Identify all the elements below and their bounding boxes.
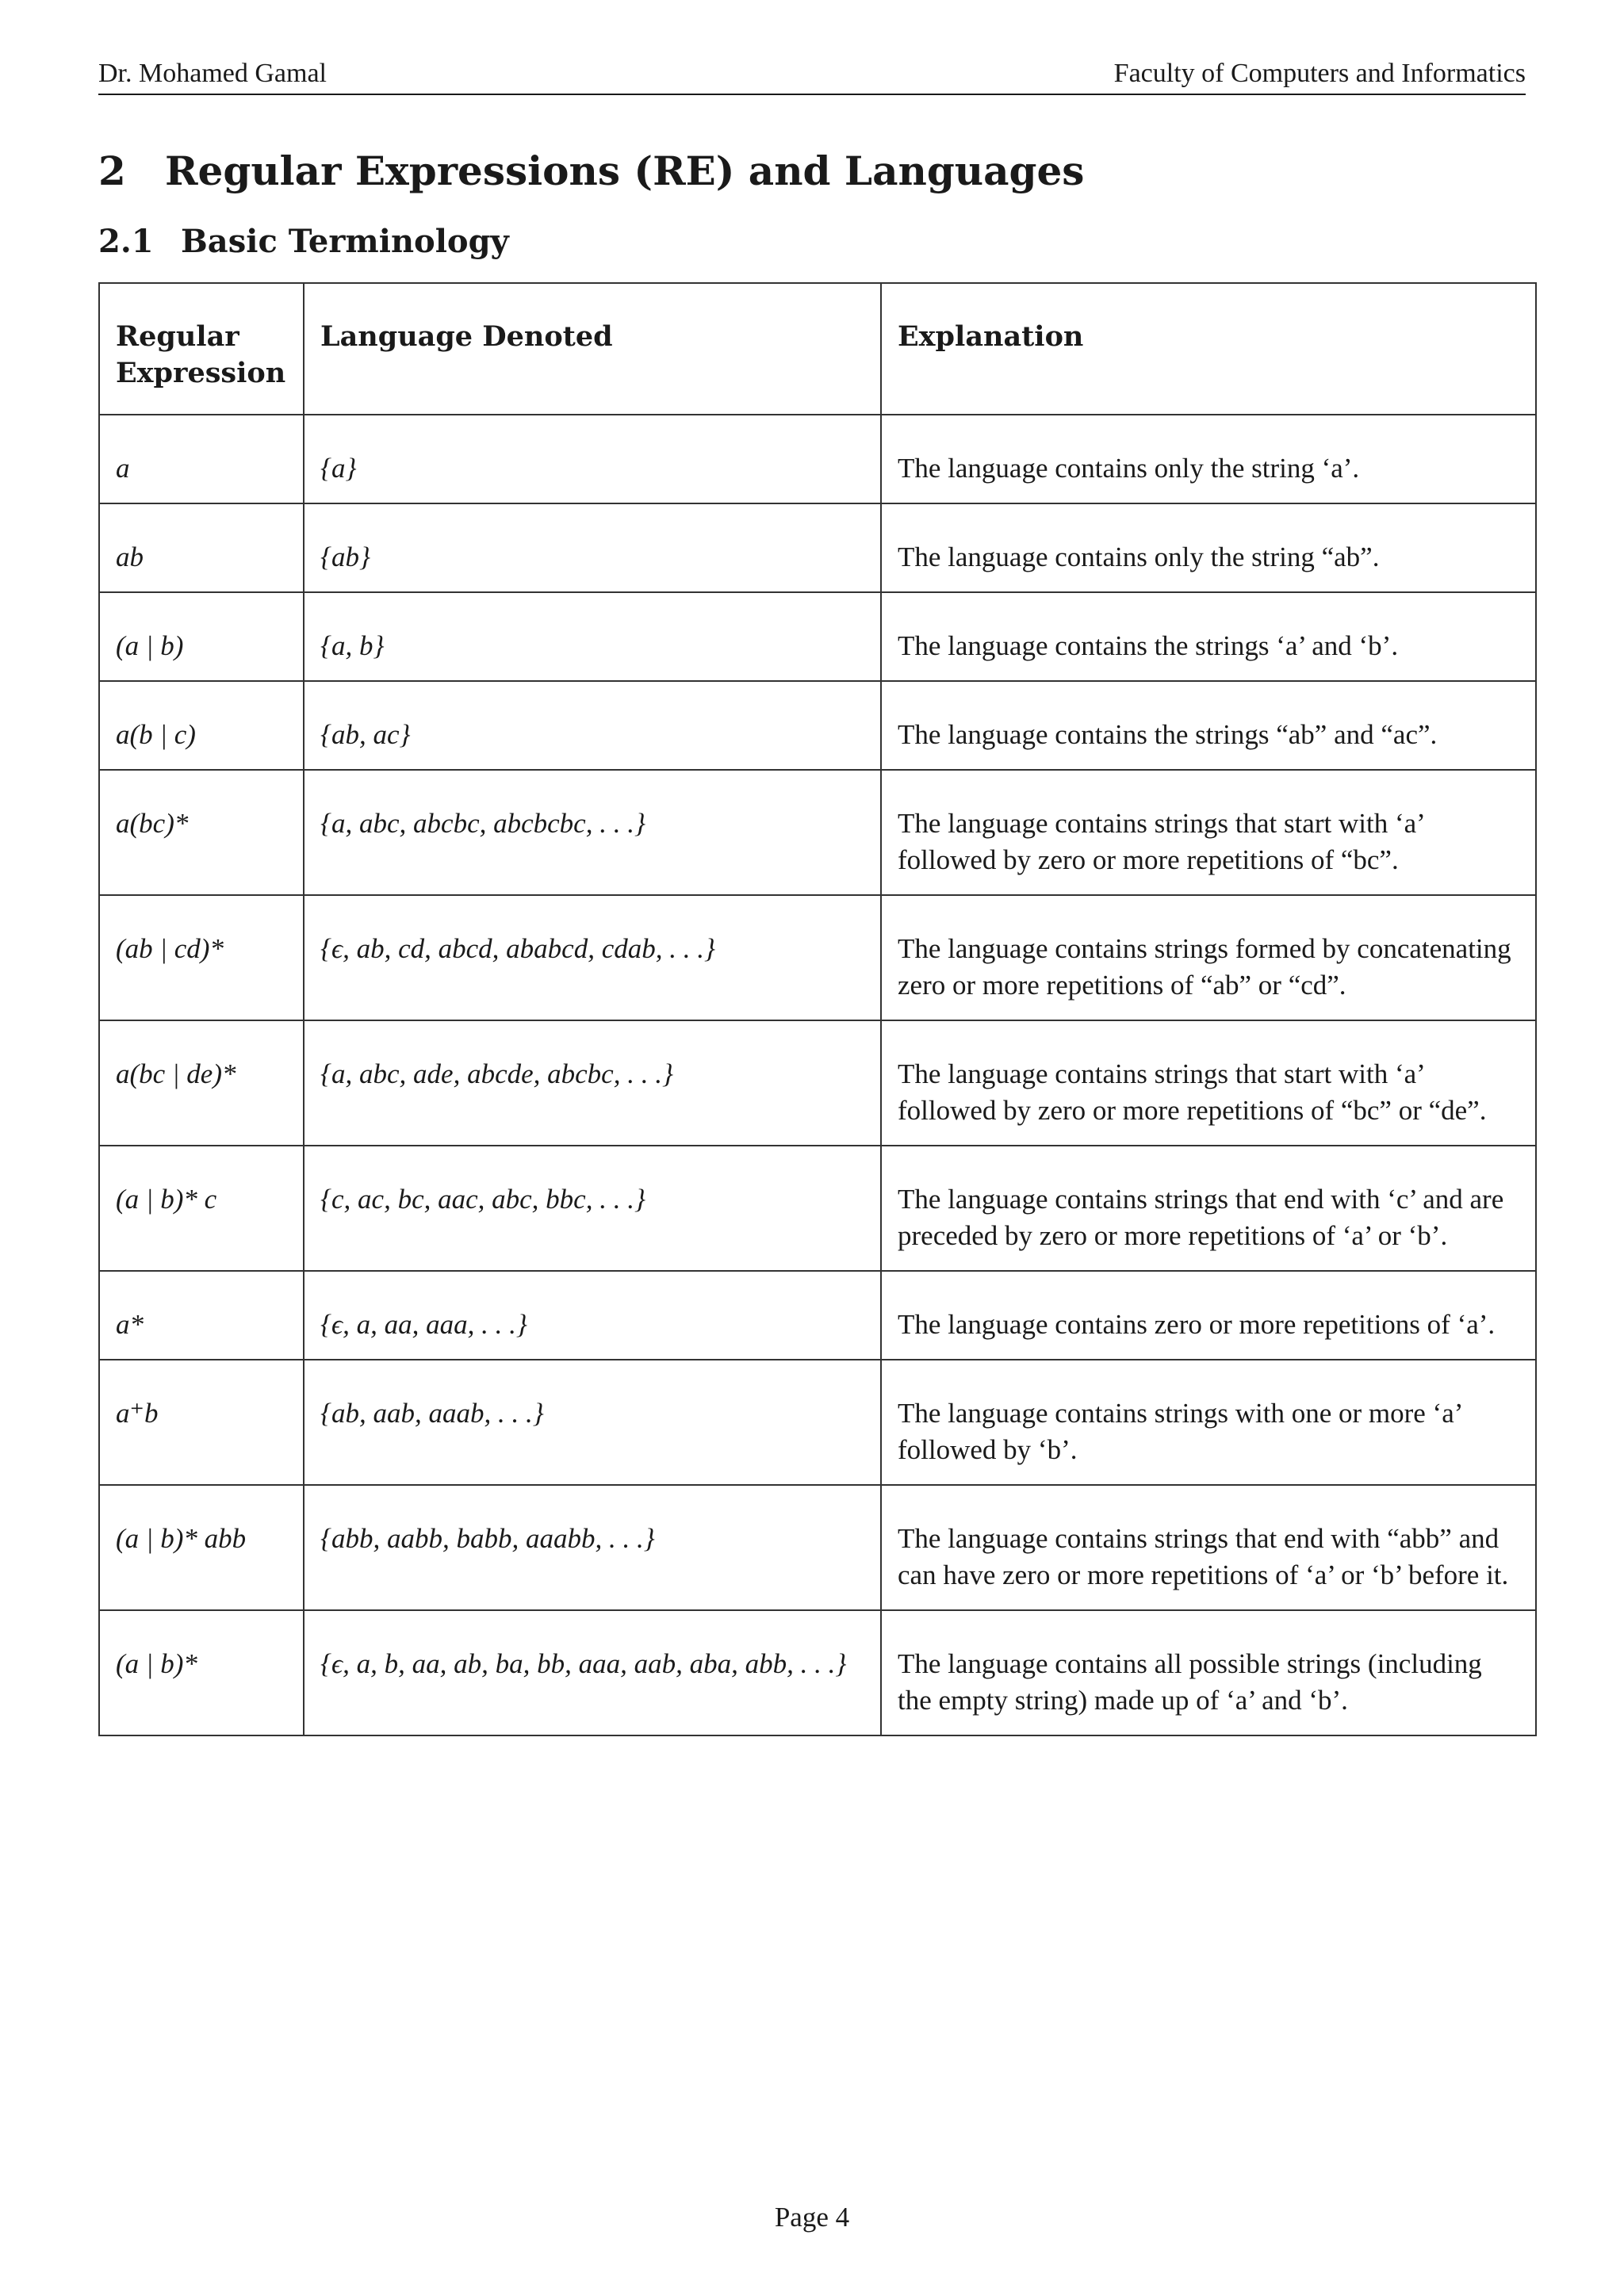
table-header-row bbox=[99, 283, 1536, 415]
explanation-cell: The language contains the strings ‘a’ and ‘b’. bbox=[881, 592, 1536, 681]
language-denoted-cell: {a, abc, abcbc, abcbcbc, . . .} bbox=[304, 770, 881, 895]
language-denoted-cell: {abb, aabb, babb, aaabb, . . .} bbox=[304, 1485, 881, 1610]
header-explanation: Explanation bbox=[881, 283, 1536, 415]
explanation-cell: The language contains strings that start with ‘a’ followed by zero or more repetitions of “bc” or “de”. bbox=[881, 1020, 1536, 1146]
regular-expression-cell: ab bbox=[99, 503, 304, 592]
language-denoted-cell: {a, abc, ade, abcde, abcbc, . . .} bbox=[304, 1020, 881, 1146]
regular-expression-cell: a(bc | de)* bbox=[99, 1020, 304, 1146]
explanation-cell: The language contains only the string “ab”. bbox=[881, 503, 1536, 592]
header-faculty: Faculty of Computers and Informatics bbox=[1113, 59, 1526, 88]
subsection-title: Basic Terminology bbox=[181, 223, 509, 260]
language-denoted-cell: {ϵ, a, b, aa, ab, ba, bb, aaa, aab, aba, abb, . . .} bbox=[304, 1610, 881, 1735]
table-row bbox=[99, 592, 1536, 681]
language-denoted-cell: {ϵ, ab, cd, abcd, ababcd, cdab, . . .} bbox=[304, 895, 881, 1020]
section-number: 2 bbox=[98, 147, 126, 194]
explanation-cell: The language contains all possible strings (including the empty string) made up of ‘a’ and ‘b’. bbox=[881, 1610, 1536, 1735]
explanation-cell: The language contains strings formed by concatenating zero or more repetitions of “ab” or “cd”. bbox=[881, 895, 1536, 1020]
explanation-cell: The language contains strings that end with “abb” and can have zero or more repetitions of ‘a’ or ‘b’ before it. bbox=[881, 1485, 1536, 1610]
table-row bbox=[99, 415, 1536, 503]
language-denoted-cell: {ϵ, a, aa, aaa, . . .} bbox=[304, 1271, 881, 1360]
regular-expression-cell: a* bbox=[99, 1271, 304, 1360]
table-row bbox=[99, 1485, 1536, 1610]
subsection-number: 2.1 bbox=[98, 223, 154, 260]
explanation-cell: The language contains the strings “ab” and “ac”. bbox=[881, 681, 1536, 770]
language-denoted-cell: {a, b} bbox=[304, 592, 881, 681]
section-heading bbox=[98, 147, 1084, 195]
regular-expression-cell: a(b | c) bbox=[99, 681, 304, 770]
regular-expression-cell: (a | b)* bbox=[99, 1610, 304, 1735]
table-row bbox=[99, 681, 1536, 770]
regular-expression-cell: (a | b) bbox=[99, 592, 304, 681]
table-row bbox=[99, 1610, 1536, 1735]
regular-expression-cell: (a | b)* abb bbox=[99, 1485, 304, 1610]
explanation-cell: The language contains only the string ‘a’. bbox=[881, 415, 1536, 503]
table-row bbox=[99, 1020, 1536, 1146]
table-row bbox=[99, 503, 1536, 592]
regular-expression-cell: (ab | cd)* bbox=[99, 895, 304, 1020]
subsection-heading bbox=[98, 222, 509, 262]
table-row bbox=[99, 1360, 1536, 1485]
header-language-denoted: Language Denoted bbox=[304, 283, 881, 415]
terminology-table bbox=[98, 282, 1537, 1736]
language-denoted-cell: {ab, aab, aaab, . . .} bbox=[304, 1360, 881, 1485]
regular-expression-cell: (a | b)* c bbox=[99, 1146, 304, 1271]
section-title: Regular Expressions (RE) and Languages bbox=[165, 147, 1085, 194]
table-row bbox=[99, 895, 1536, 1020]
regular-expression-cell: a bbox=[99, 415, 304, 503]
explanation-cell: The language contains zero or more repetitions of ‘a’. bbox=[881, 1271, 1536, 1360]
explanation-cell: The language contains strings with one or more ‘a’ followed by ‘b’. bbox=[881, 1360, 1536, 1485]
page-number: Page 4 bbox=[774, 2202, 850, 2233]
language-denoted-cell: {ab} bbox=[304, 503, 881, 592]
running-header bbox=[98, 54, 1526, 95]
table-row bbox=[99, 1271, 1536, 1360]
header-author: Dr. Mohamed Gamal bbox=[98, 59, 327, 88]
regular-expression-cell: a⁺b bbox=[99, 1360, 304, 1485]
language-denoted-cell: {a} bbox=[304, 415, 881, 503]
language-denoted-cell: {c, ac, bc, aac, abc, bbc, . . .} bbox=[304, 1146, 881, 1271]
explanation-cell: The language contains strings that end with ‘c’ and are preceded by zero or more repetitions of ‘a’ or ‘b’. bbox=[881, 1146, 1536, 1271]
table-row bbox=[99, 1146, 1536, 1271]
header-regular-expression: Regular Expression bbox=[99, 283, 304, 415]
language-denoted-cell: {ab, ac} bbox=[304, 681, 881, 770]
table-row bbox=[99, 770, 1536, 895]
explanation-cell: The language contains strings that start with ‘a’ followed by zero or more repetitions of “bc”. bbox=[881, 770, 1536, 895]
regular-expression-cell: a(bc)* bbox=[99, 770, 304, 895]
